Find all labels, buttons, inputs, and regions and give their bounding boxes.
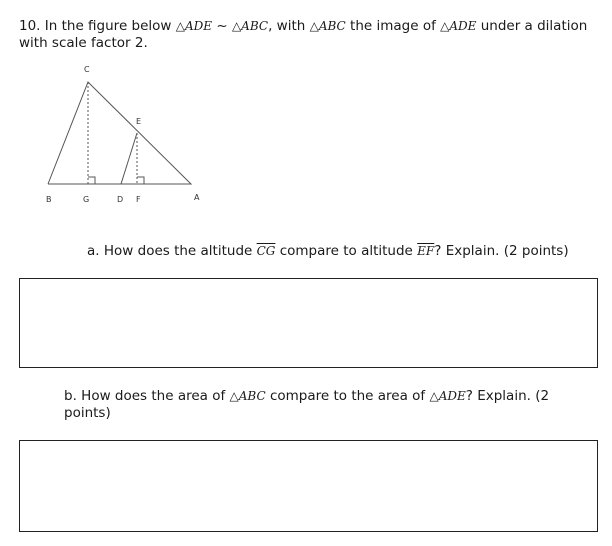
part-a-label: a. <box>87 243 100 259</box>
part-a-text-2: compare to altitude <box>279 243 413 259</box>
vertex-label-c: C <box>84 65 90 74</box>
part-a-text-3: ? Explain. (2 points) <box>434 243 569 259</box>
question-with: , with <box>268 18 306 34</box>
part-a-question <box>87 243 597 260</box>
question-image-text: the image of <box>350 18 436 34</box>
vertex-label-a: A <box>194 193 200 202</box>
part-a-text-1: How does the altitude <box>103 243 253 259</box>
triangle-ade-label: △ADE <box>175 19 213 33</box>
vertex-label-b: B <box>46 195 52 204</box>
segment-de <box>121 133 137 184</box>
altitude-ef-label: $\overline{EF}$ <box>417 244 435 258</box>
image-triangle-label: △ABC <box>309 19 346 33</box>
triangle-abc-label: △ABC <box>231 19 269 33</box>
vertex-label-f: F <box>136 195 141 204</box>
triangle-ade-ref: △ADE <box>429 389 466 403</box>
question-dilation-text: under a dilation with scale factor 2. <box>19 18 588 51</box>
vertex-label-g: G <box>83 195 90 204</box>
part-b-answer-box[interactable] <box>19 440 598 532</box>
vertex-label-d: D <box>117 195 124 204</box>
triangle-abc-ref: △ABC <box>229 389 266 403</box>
right-angle-mark-g <box>88 177 95 184</box>
altitude-cg-label: $\overline{CG}$ <box>256 244 276 258</box>
similarity-sign: ~ <box>216 18 228 34</box>
part-a-answer-box[interactable] <box>19 278 598 368</box>
part-b-text-3: ? Explain. (2 points) <box>64 388 550 421</box>
preimage-triangle-label: △ADE <box>440 19 477 33</box>
part-b-label: b. <box>64 388 77 404</box>
part-b-question <box>64 388 574 422</box>
vertex-label-e: E <box>136 117 142 126</box>
triangle-figure <box>38 58 218 208</box>
triangle-abc <box>48 82 191 184</box>
part-b-text-2: compare to the area of <box>269 388 426 404</box>
right-angle-mark-f <box>137 177 144 184</box>
question-number: 10. <box>19 18 41 34</box>
part-b-text-1: How does the area of <box>81 388 226 404</box>
question-intro: In the figure below <box>44 18 172 34</box>
question-prompt <box>19 18 589 52</box>
